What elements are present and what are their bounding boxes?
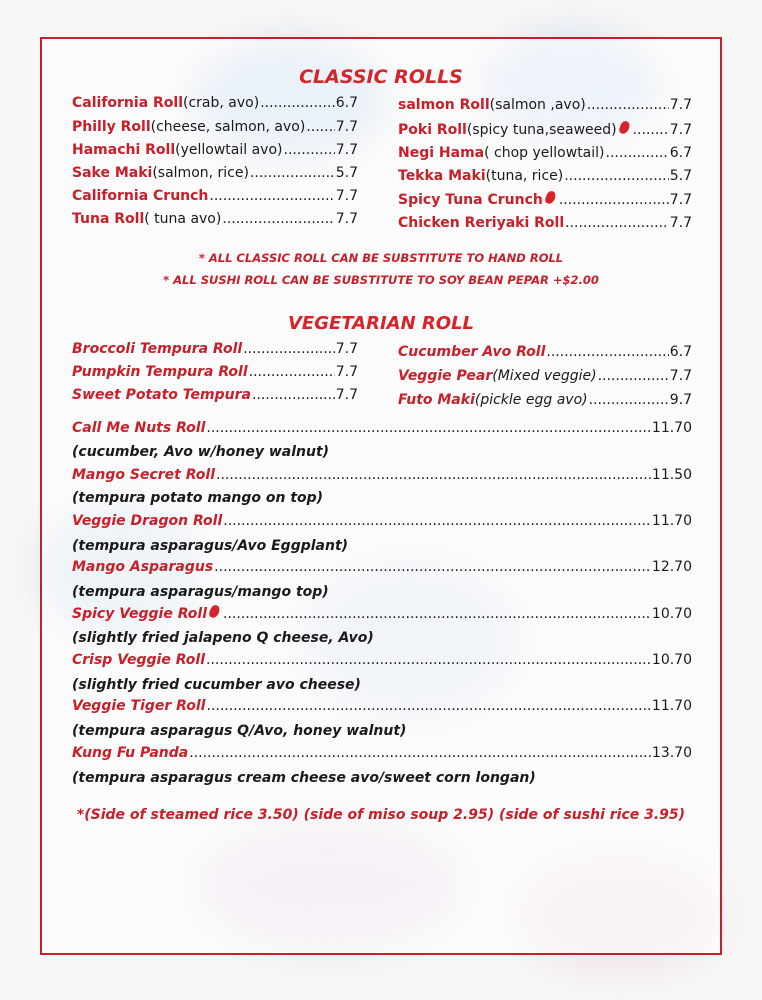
leader-dots — [260, 95, 335, 111]
leader-dots — [589, 392, 669, 408]
leader-dots — [633, 122, 669, 138]
item-name: Call Me Nuts Roll — [72, 420, 206, 436]
item-name: Broccoli Tempura Roll — [72, 341, 243, 357]
item-price: 10.70 — [651, 606, 692, 622]
item-desc: (slightly fried jalapeno Q cheese, Avo) — [72, 630, 374, 646]
special-item — [72, 698, 692, 714]
menu-frame — [40, 37, 722, 955]
item-desc: (slightly fried cucumber avo cheese) — [72, 677, 361, 693]
menu-item — [72, 387, 358, 403]
leader-dots — [189, 745, 651, 761]
classic-rolls-title: CLASSIC ROLLS — [299, 66, 463, 88]
special-item — [72, 467, 692, 483]
special-item — [72, 513, 692, 529]
item-price: 7.7 — [335, 188, 358, 204]
item-name: Sake Maki — [72, 165, 153, 181]
leader-dots — [565, 215, 669, 231]
item-name: Spicy Tuna Crunch — [398, 192, 543, 208]
item-desc: (tempura potato mango on top) — [72, 490, 324, 506]
item-desc: (cheese, salmon, avo) — [150, 119, 306, 135]
item-desc: (cucumber, Avo w/honey walnut) — [72, 444, 330, 460]
item-name: Negi Hama — [398, 145, 485, 161]
item-price: 7.7 — [335, 142, 358, 158]
leader-dots — [559, 192, 669, 208]
item-desc: (yellowtail avo) — [175, 142, 283, 158]
item-name: Sweet Potato Tempura — [72, 387, 251, 403]
item-desc: ( tuna avo) — [144, 211, 222, 227]
item-desc: (tempura asparagus/mango top) — [72, 584, 329, 600]
menu-item — [72, 211, 358, 227]
item-name: California Roll — [72, 95, 184, 111]
item-name: Pumpkin Tempura Roll — [72, 364, 248, 380]
leader-dots — [598, 368, 669, 384]
item-price: 11.50 — [651, 467, 692, 483]
item-price: 7.7 — [335, 119, 358, 135]
item-name: Tuna Roll — [72, 211, 145, 227]
leader-dots — [306, 119, 334, 135]
item-price: 11.70 — [651, 513, 692, 529]
special-item — [72, 420, 692, 436]
item-price: 5.7 — [335, 165, 358, 181]
menu-item — [72, 95, 358, 111]
item-name: Spicy Veggie Roll — [72, 606, 208, 622]
item-desc: (crab, avo) — [183, 95, 260, 111]
chili-pepper-icon — [208, 604, 221, 619]
special-item — [72, 745, 692, 761]
leader-dots — [587, 97, 669, 113]
item-name: Futo Maki — [398, 392, 475, 408]
leader-dots — [216, 467, 651, 483]
item-name: Kung Fu Panda — [72, 745, 189, 761]
item-name: Hamachi Roll — [72, 142, 176, 158]
item-name: Veggie Tiger Roll — [72, 698, 206, 714]
item-desc: (spicy tuna,seaweed) — [466, 122, 617, 138]
item-desc: ( chop yellowtail) — [484, 145, 605, 161]
special-item — [72, 559, 692, 575]
item-desc: (salmon ,avo) — [489, 97, 586, 113]
item-price: 12.70 — [651, 559, 692, 575]
chili-pepper-icon — [544, 190, 557, 205]
menu-item — [72, 341, 358, 357]
item-name: Veggie Pear — [398, 368, 493, 384]
item-price: 7.7 — [669, 368, 692, 384]
leader-dots — [223, 606, 651, 622]
menu-item — [398, 392, 692, 408]
item-desc: (tuna, rice) — [485, 168, 564, 184]
item-price: 6.7 — [669, 344, 692, 360]
item-price: 7.7 — [669, 192, 692, 208]
menu-item — [72, 119, 358, 135]
leader-dots — [206, 420, 651, 436]
menu-item — [398, 215, 692, 231]
sides-footer: *(Side of steamed rice 3.50) (side of miso soup 2.95) (side of sushi rice 3.95) — [76, 807, 686, 823]
item-name: Chicken Reriyaki Roll — [398, 215, 565, 231]
item-price: 11.70 — [651, 698, 692, 714]
item-price: 6.7 — [335, 95, 358, 111]
leader-dots — [249, 364, 335, 380]
leader-dots — [206, 652, 651, 668]
item-desc: (Mixed veggie) — [492, 368, 597, 384]
menu-item — [72, 142, 358, 158]
leader-dots — [223, 513, 651, 529]
item-desc: (tempura asparagus cream cheese avo/sweet corn longan) — [72, 770, 536, 786]
substitute-note: * ALL CLASSIC ROLL CAN BE SUBSTITUTE TO HAND ROLL — [198, 251, 564, 265]
item-price: 7.7 — [669, 122, 692, 138]
item-price: 10.70 — [651, 652, 692, 668]
item-price: 11.70 — [651, 420, 692, 436]
chili-pepper-icon — [618, 120, 631, 135]
item-price: 7.7 — [335, 387, 358, 403]
item-name: Crisp Veggie Roll — [72, 652, 206, 668]
item-price: 7.7 — [335, 211, 358, 227]
leader-dots — [206, 698, 650, 714]
item-desc: (tempura asparagus/Avo Eggplant) — [72, 538, 349, 554]
item-name: Mango Asparagus — [72, 559, 214, 575]
item-name: Tekka Maki — [398, 168, 486, 184]
item-name: Mango Secret Roll — [72, 467, 216, 483]
menu-item — [72, 165, 358, 181]
special-item — [72, 652, 692, 668]
leader-dots — [222, 211, 334, 227]
item-desc: (salmon, rice) — [152, 165, 249, 181]
item-name: Philly Roll — [72, 119, 151, 135]
menu-item — [398, 368, 692, 384]
menu-item — [398, 145, 692, 161]
substitute-note: * ALL SUSHI ROLL CAN BE SUBSTITUTE TO SOY BEAN PEPAR +$2.00 — [163, 273, 599, 287]
leader-dots — [252, 387, 335, 403]
item-price: 7.7 — [335, 364, 358, 380]
item-price: 7.7 — [669, 215, 692, 231]
leader-dots — [243, 341, 335, 357]
leader-dots — [546, 344, 668, 360]
item-name: Veggie Dragon Roll — [72, 513, 223, 529]
leader-dots — [214, 559, 651, 575]
leader-dots — [250, 165, 335, 181]
leader-dots — [606, 145, 669, 161]
item-price: 6.7 — [669, 145, 692, 161]
item-name: California Crunch — [72, 188, 209, 204]
menu-item — [398, 344, 692, 360]
item-price: 5.7 — [669, 168, 692, 184]
menu-item — [398, 97, 692, 113]
menu-item — [72, 364, 358, 380]
leader-dots — [284, 142, 335, 158]
vegetarian-roll-title: VEGETARIAN ROLL — [287, 313, 475, 334]
item-price: 13.70 — [651, 745, 692, 761]
menu-item — [398, 121, 692, 138]
menu-item — [398, 191, 692, 208]
leader-dots — [209, 188, 334, 204]
item-price: 7.7 — [669, 97, 692, 113]
menu-item — [72, 188, 358, 204]
item-name: Poki Roll — [398, 122, 467, 138]
leader-dots — [564, 168, 669, 184]
special-item — [72, 605, 692, 622]
item-desc: (pickle egg avo) — [474, 392, 588, 408]
menu-item — [398, 168, 692, 184]
item-name: salmon Roll — [398, 97, 490, 113]
item-desc: (tempura asparagus Q/Avo, honey walnut) — [72, 723, 407, 739]
item-name: Cucumber Avo Roll — [398, 344, 546, 360]
item-price: 9.7 — [669, 392, 692, 408]
item-price: 7.7 — [335, 341, 358, 357]
